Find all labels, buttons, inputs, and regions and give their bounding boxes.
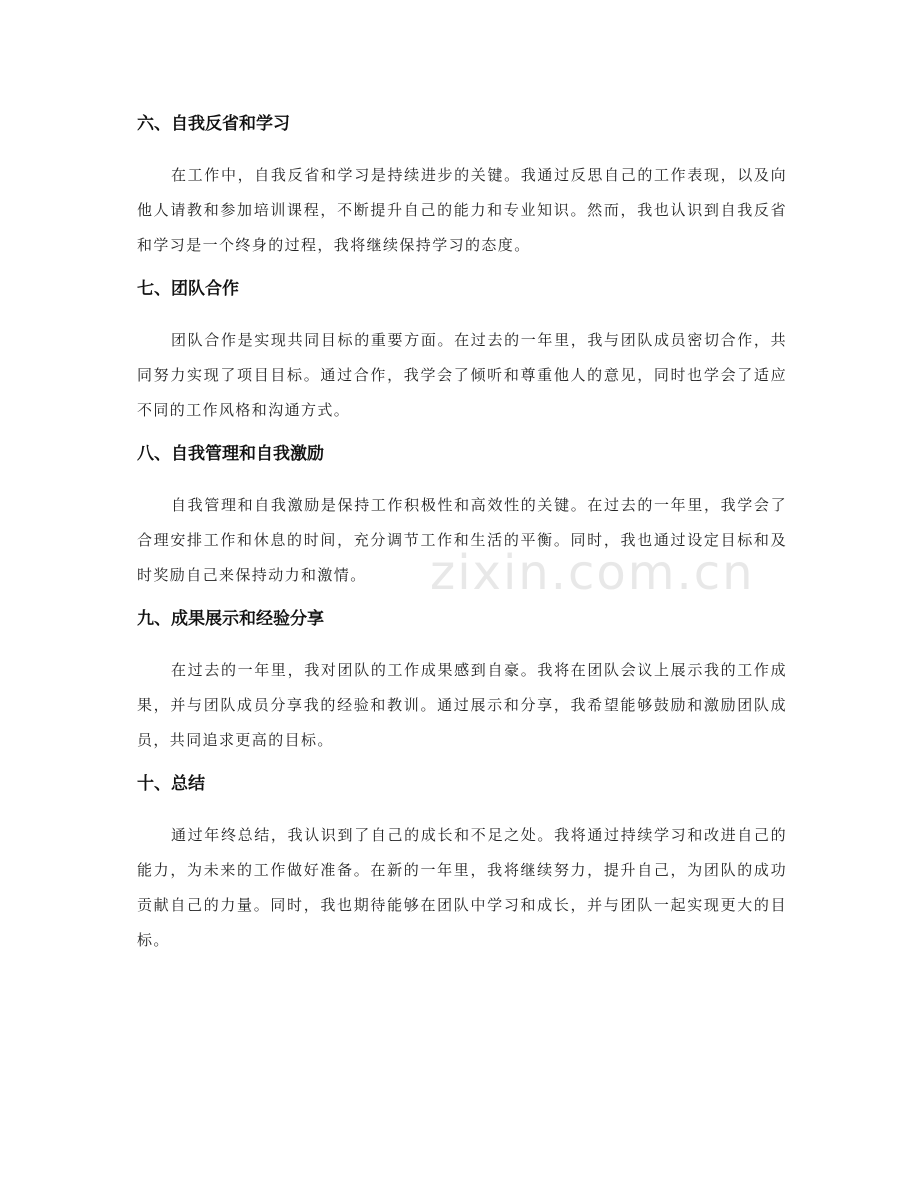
section-summary xyxy=(137,772,787,958)
section-self-management xyxy=(137,442,787,593)
section-paragraph: 在过去的一年里，我对团队的工作成果感到自豪。我将在团队会议上展示我的工作成果，并与团队成员分享我的经验和教训。通过展示和分享，我希望能够鼓励和激励团队成员，共同追求更高的目标。 xyxy=(137,661,787,749)
section-heading: 六、自我反省和学习 xyxy=(137,114,290,134)
section-self-reflection xyxy=(137,112,787,263)
section-heading: 十、总结 xyxy=(137,774,205,794)
section-achievements xyxy=(137,607,787,758)
section-heading: 九、成果展示和经验分享 xyxy=(137,609,324,629)
section-paragraph: 团队合作是实现共同目标的重要方面。在过去的一年里，我与团队成员密切合作，共同努力实现了项目目标。通过合作，我学会了倾听和尊重他人的意见，同时也学会了适应不同的工作风格和沟通方式。 xyxy=(137,331,787,419)
document-body xyxy=(137,100,787,972)
section-paragraph: 自我管理和自我激励是保持工作积极性和高效性的关键。在过去的一年里，我学会了合理安排工作和休息的时间，充分调节工作和生活的平衡。同时，我也通过设定目标和及时奖励自己来保持动力和激情。 xyxy=(137,496,787,584)
section-heading: 七、团队合作 xyxy=(137,279,239,299)
section-paragraph: 在工作中，自我反省和学习是持续进步的关键。我通过反思自己的工作表现，以及向他人请教和参加培训课程，不断提升自己的能力和专业知识。然而，我也认识到自我反省和学习是一个终身的过程，我将继续保持学习的态度。 xyxy=(137,166,787,254)
section-paragraph: 通过年终总结，我认识到了自己的成长和不足之处。我将通过持续学习和改进自己的能力，为未来的工作做好准备。在新的一年里，我将继续努力，提升自己，为团队的成功贡献自己的力量。同时，我也期待能够在团队中学习和成长，并与团队一起实现更大的目标。 xyxy=(137,826,787,949)
watermark-logo: zixin.com.cn xyxy=(430,545,755,601)
section-heading: 八、自我管理和自我激励 xyxy=(137,444,324,464)
section-teamwork xyxy=(137,277,787,428)
